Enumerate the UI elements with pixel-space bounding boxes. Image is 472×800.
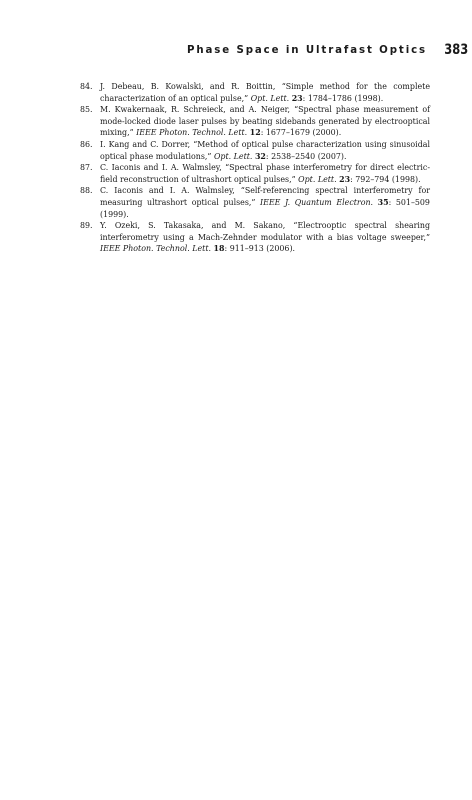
reference-item <box>80 139 430 162</box>
reference-pages: 501–509 (1999). <box>100 197 430 219</box>
reference-journal: Opt. Lett. <box>213 151 253 161</box>
running-title: Phase Space in Ultrafast Optics <box>186 45 427 56</box>
reference-title: “Self-referencing spectral interferometry for measuring ultrashort optical pulses,” <box>100 186 430 207</box>
reference-pages: 1677–1679 (2000). <box>265 128 342 138</box>
reference-title: “Method of optical pulse characterization using sinusoidal optical phase modulations,” <box>100 139 430 161</box>
reference-volume: 32 <box>254 151 266 161</box>
reference-item <box>80 162 430 185</box>
reference-journal: IEEE Photon. Technol. Lett. <box>136 128 248 138</box>
reference-pages: 2538–2540 (2007). <box>271 151 347 161</box>
reference-item <box>80 185 430 220</box>
reference-authors: C. Iaconis and I. A. Walmsley, <box>100 163 222 173</box>
reference-authors: Y. Ozeki, S. Takasaka, and M. Sakano, <box>100 221 286 231</box>
reference-number: 89. <box>80 221 93 231</box>
reference-journal: Opt. Lett. <box>298 174 337 184</box>
reference-authors: C. Iaconis and I. A. Walmsley, <box>100 186 235 196</box>
page-number: 383 <box>444 42 468 58</box>
reference-volume: 12 <box>249 128 261 138</box>
reference-title: “Spectral phase measurement of mode-locked diode laser pulses by beating sidebands generated by electrooptical mixing,” <box>100 105 430 138</box>
reference-pages: 792–794 (1998). <box>355 174 421 184</box>
reference-text: C. Iaconis and I. A. Walmsley, “Spectral phase interferometry for direct electric-field reconstruction of ultrashort optical pulses,” Opt. Lett. 23: 792–794 (1998). <box>100 163 430 184</box>
reference-number: 84. <box>80 82 93 91</box>
reference-text: Y. Ozeki, S. Takasaka, and M. Sakano, “Electrooptic spectral shearing interferometry using a Mach-Zehnder modulator with a bias voltage sweeper,” IEEE Photon. Technol. Lett. 18: 911–913 (2006). <box>100 221 430 254</box>
reference-item <box>80 104 430 139</box>
reference-pages: 911–913 (2006). <box>229 244 296 254</box>
reference-text: I. Kang and C. Dorrer, “Method of optical pulse characterization using sinusoidal optical phase modulations,” Opt. Lett. 32: 2538–2540 (2007). <box>100 139 430 161</box>
reference-title: “Spectral phase interferometry for direct electric-field reconstruction of ultrashort optical pulses,” <box>100 163 430 184</box>
reference-number: 86. <box>80 139 93 149</box>
reference-authors: J. Debeau, B. Kowalski, and R. Boittin, <box>100 82 276 91</box>
reference-volume: 18 <box>213 244 225 254</box>
reference-title: “Electrooptic spectral shearing interferometry using a Mach-Zehnder modulator with a bias voltage sweeper,” <box>100 221 430 242</box>
reference-item <box>80 220 430 255</box>
reference-number: 87. <box>80 163 93 173</box>
running-head <box>0 42 472 62</box>
reference-list <box>80 81 430 255</box>
reference-text: J. Debeau, B. Kowalski, and R. Boittin, “Simple method for the complete characterization of an optical pulse,” Opt. Lett. 23: 1784–1786 (1998). <box>100 82 430 103</box>
reference-authors: M. Kwakernaak, R. Schreieck, and A. Neiger, <box>100 105 291 115</box>
reference-text: M. Kwakernaak, R. Schreieck, and A. Neiger, “Spectral phase measurement of mode-locked diode laser pulses by beating sidebands generated by electrooptical mixing,” IEEE Photon. Technol. Lett. 12: 1677–1679 (2000). <box>100 105 430 138</box>
reference-authors: I. Kang and C. Dorrer, <box>100 139 191 149</box>
reference-pages: 1784–1786 (1998). <box>307 93 384 103</box>
reference-text: C. Iaconis and I. A. Walmsley, “Self-referencing spectral interferometry for measuring ultrashort optical pulses,” IEEE J. Quantum Electron. 35: 501–509 (1999). <box>100 186 430 219</box>
reference-volume: 35 <box>377 197 389 207</box>
reference-item <box>80 81 430 104</box>
reference-number: 85. <box>80 105 93 115</box>
reference-journal: IEEE Photon. Technol. Lett. <box>100 244 212 254</box>
reference-journal: Opt. Lett. <box>250 93 290 103</box>
reference-volume: 23 <box>291 93 303 103</box>
reference-number: 88. <box>80 186 93 196</box>
reference-volume: 23 <box>339 174 351 184</box>
reference-title: “Simple method for the complete characterization of an optical pulse,” <box>100 82 430 103</box>
reference-journal: IEEE J. Quantum Electron. <box>260 197 374 207</box>
